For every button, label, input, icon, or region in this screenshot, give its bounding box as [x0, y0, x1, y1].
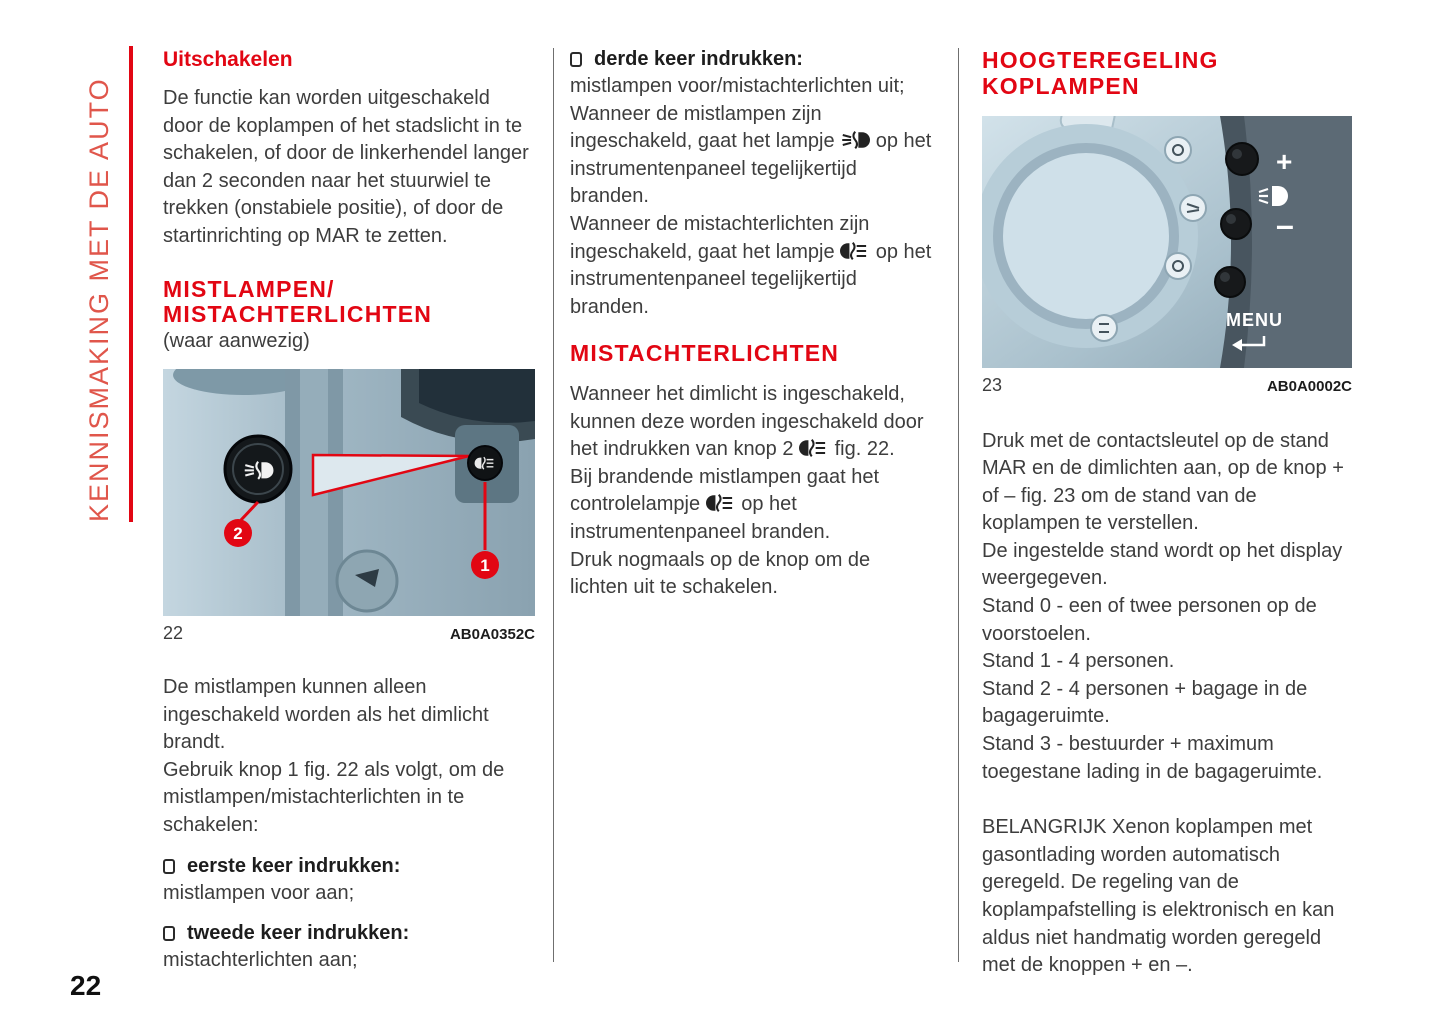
figure-22-image	[163, 369, 535, 616]
stand-line: Stand 0 - een of twee personen op de voorstoelen.	[982, 595, 1317, 645]
paragraph: Gebruik knop 1 fig. 22 als volgt, om de mistlampen/mistachterlichten in te schakelen:	[163, 758, 505, 837]
paragraph: Wanneer het dimlicht is ingeschakeld, kunnen deze worden ingeschakeld door het indrukken van knop 2 fig. 22.	[570, 383, 924, 461]
mistlampen-heading: MISTLAMPEN/ MISTACHTERLICHTEN	[163, 275, 433, 328]
figure-23-image	[982, 116, 1352, 368]
bullet-item-2	[163, 922, 535, 945]
uitschakelen-paragraph: De functie kan worden uitgeschakeld door de koplampen of het stadslicht in te schakelen, of door de linkerhendel langer dan 2 seconden naar het stuurwiel te trekken (onstabiele positie), of door de startinrichting op MAR te zetten.	[163, 87, 529, 247]
paragraph: De mistlampen kunnen alleen ingeschakeld worden als het dimlicht brandt.	[163, 676, 489, 754]
mistlampen-subheading: (waar aanwezig)	[163, 330, 310, 353]
figure-23-number: 23	[982, 374, 1003, 395]
rear-fog-light-icon	[840, 241, 870, 261]
figure-23-caption	[982, 375, 1352, 396]
bullet-label: tweede keer indrukken:	[187, 922, 410, 945]
uitschakelen-heading: Uitschakelen	[163, 48, 293, 71]
headlight-level-down-button	[1221, 209, 1251, 239]
bullet-label: eerste keer indrukken:	[187, 854, 401, 877]
page-number: 22	[70, 970, 102, 1001]
paragraph: De ingestelde stand wordt op het display weergegeven.	[982, 539, 1343, 590]
chapter-title-vertical: KENNISMAKING MET DE AUTO	[84, 77, 114, 522]
bullet-body: mistlampen voor aan;	[163, 881, 355, 904]
belangrijk-paragraph: BELANGRIJK Xenon koplampen met gasontlading worden automatisch geregeld. De regeling van de koplampafstelling is elektronisch en kan aldus niet handmatig worden geregeld met de knoppen + en –.	[982, 816, 1335, 977]
menu-button	[1215, 267, 1245, 297]
stand-line: Stand 3 - bestuurder + maximum toegestane lading in de bagageruimte.	[982, 733, 1323, 783]
column-divider	[958, 48, 959, 962]
rear-fog-light-icon	[799, 438, 829, 458]
mistachterlichten-heading: MISTACHTERLICHTEN	[570, 340, 840, 367]
column-1	[163, 48, 535, 975]
figure-22	[163, 369, 535, 644]
figure-23	[982, 116, 1352, 396]
chapter-rule	[129, 46, 133, 522]
bullet-body: mistachterlichten aan;	[163, 949, 358, 972]
hoogteregeling-heading: HOOGTEREGELING KOPLAMPEN	[982, 47, 1219, 99]
button-press-icon	[163, 859, 175, 874]
column-divider	[553, 48, 554, 962]
bullet-label: derde keer indrukken:	[594, 48, 803, 70]
bullet-body: mistlampen voor/mistachterlichten uit;	[570, 75, 905, 97]
bullet-item-3	[570, 48, 932, 71]
front-fog-knob	[225, 436, 291, 502]
figure-22-number: 22	[163, 623, 184, 644]
paragraph: Druk nogmaals op de knop om de lichten uit te schakelen.	[570, 548, 871, 599]
front-fog-light-icon	[840, 130, 870, 150]
callout-2-label: 2	[233, 524, 243, 544]
callout-1-label: 1	[480, 556, 490, 576]
plus-label: +	[1276, 145, 1293, 177]
stand-line: Stand 1 - 4 personen.	[982, 650, 1175, 673]
figure-22-caption	[163, 623, 535, 644]
headlight-level-up-button	[1226, 143, 1258, 175]
column-3	[982, 48, 1352, 980]
paragraph-rear-fog: Wanneer de mistachterlichten zijn ingeschakeld, gaat het lampje op het instrumentenpaneel tegelijkertijd branden.	[570, 212, 932, 318]
minus-label: –	[1276, 206, 1294, 243]
paragraph: Bij brandende mistlampen gaat het controlelampje op het instrumentenpaneel branden.	[570, 465, 880, 544]
figure-22-code: AB0A0352C	[449, 626, 535, 644]
button-press-icon	[163, 926, 175, 941]
rear-fog-button	[468, 446, 502, 480]
paragraph-front-fog: Wanneer de mistlampen zijn ingeschakeld, gaat het lampje op het instrumentenpaneel tegelijkertijd branden.	[570, 102, 932, 208]
button-press-icon	[570, 52, 582, 67]
paragraph: Druk met de contactsleutel op de stand MAR en de dimlichten aan, op de knop + of – fig. 23 om de stand van de koplampen te verstellen.	[982, 429, 1344, 535]
stand-line: Stand 2 - 4 personen + bagage in de bagageruimte.	[982, 677, 1308, 728]
column-2	[570, 48, 932, 602]
figure-23-code: AB0A0002C	[1266, 377, 1352, 395]
menu-label: MENU	[1226, 309, 1283, 330]
bullet-item-1	[163, 855, 535, 878]
rear-fog-light-icon	[706, 493, 736, 513]
